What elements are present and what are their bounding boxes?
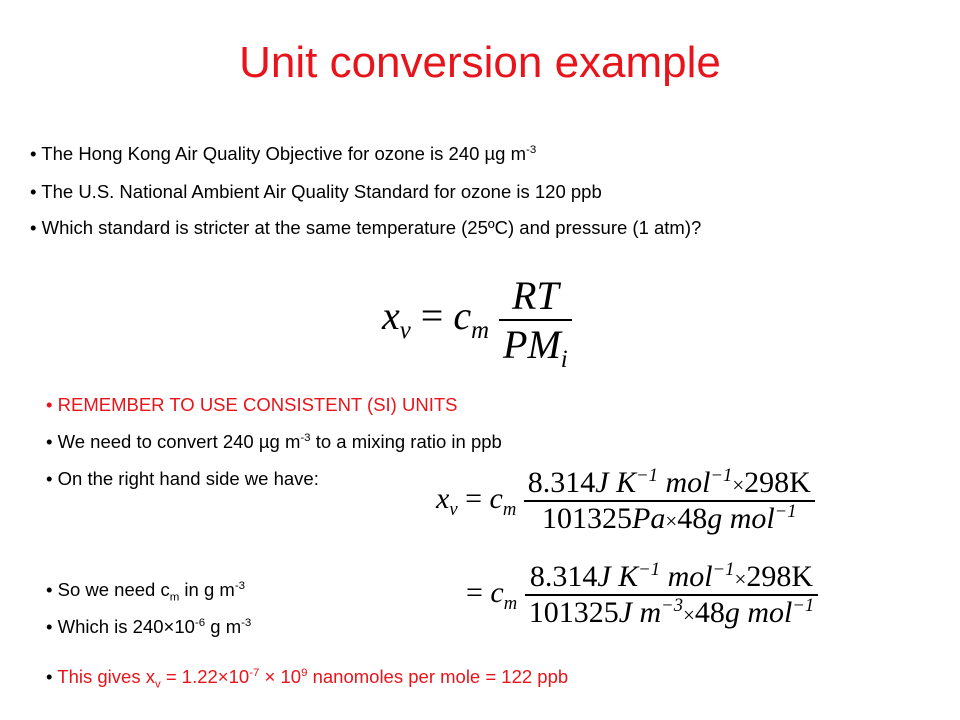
eq-number: 101325	[542, 502, 633, 535]
eq-number: 8.314	[529, 560, 598, 593]
eq-number: 48	[677, 502, 708, 535]
superscript: -3	[241, 616, 252, 629]
eq-numerator	[524, 466, 815, 500]
eq-number: 298K	[746, 560, 813, 593]
eq-subscript: m	[502, 498, 517, 520]
eq-superscript: −1	[712, 559, 735, 580]
eq-times: ×	[734, 567, 747, 591]
eq-denominator	[525, 594, 819, 630]
eq-subscript: v	[399, 317, 411, 345]
superscript: -3	[234, 579, 246, 592]
superscript: -7	[249, 666, 260, 679]
bullet-dot: •	[30, 181, 37, 202]
superscript: 9	[301, 666, 308, 679]
eq-number: 48	[694, 596, 725, 629]
bullet-text: So we need c	[57, 579, 170, 600]
bullet-text: The U.S. National Ambient Air Quality Standard for ozone is 120 ppb	[41, 181, 602, 202]
eq-symbol: PM	[503, 322, 561, 367]
bullet-need-cm	[46, 579, 246, 604]
equation-substitution-si	[466, 560, 818, 630]
eq-unit: Pa	[632, 502, 666, 535]
bullet-text: in g m	[179, 579, 235, 600]
eq-number: 101325	[528, 596, 619, 629]
eq-number: 8.314	[527, 466, 596, 499]
bullet-remember	[46, 394, 457, 416]
eq-times: ×	[732, 473, 745, 497]
bullet-text: nanomoles per mole = 122 ppb	[307, 666, 569, 687]
eq-superscript: −1	[638, 559, 661, 580]
eq-equals: =	[420, 293, 444, 339]
eq-fraction	[524, 466, 815, 536]
eq-superscript: −1	[792, 595, 815, 616]
bullet-which-is	[46, 616, 251, 638]
bullet-text: to a mixing ratio in ppb	[310, 431, 502, 452]
bullet-hk-objective	[30, 143, 536, 165]
eq-number: 298K	[744, 466, 811, 499]
eq-denominator	[499, 319, 572, 373]
subscript: m	[169, 591, 180, 604]
bullet-text: We need to convert 240 µg m	[57, 431, 301, 452]
subscript: v	[154, 678, 161, 691]
bullet-right-hand-side	[46, 468, 319, 490]
eq-unit: mol	[660, 560, 713, 593]
eq-equals: =	[465, 481, 483, 515]
eq-subscript: v	[449, 498, 458, 520]
equation-substitution-pa	[436, 466, 815, 536]
eq-unit: mol	[657, 466, 711, 499]
equation-mixing-ratio	[382, 272, 572, 373]
bullet-convert	[46, 431, 502, 453]
eq-symbol: x	[382, 293, 400, 339]
eq-fraction	[499, 272, 572, 373]
eq-unit: g mol	[707, 502, 775, 535]
bullet-text: This gives x	[57, 666, 155, 687]
eq-numerator	[525, 560, 819, 594]
eq-subscript: m	[503, 592, 518, 614]
eq-equals: =	[466, 575, 483, 609]
bullet-dot: •	[30, 217, 37, 238]
eq-superscript: −1	[636, 465, 658, 486]
bullet-dot: •	[46, 666, 53, 687]
bullet-text: The Hong Kong Air Quality Objective for ozone is 240 µg m	[41, 143, 527, 164]
eq-unit: J K	[595, 466, 637, 499]
eq-denominator	[524, 500, 815, 536]
bullet-dot: •	[46, 616, 53, 637]
eq-unit: g mol	[724, 596, 793, 629]
eq-superscript: −1	[710, 465, 733, 486]
eq-fraction	[525, 560, 819, 630]
eq-symbol: c	[453, 293, 472, 339]
eq-unit: J m	[618, 596, 662, 629]
bullet-text: REMEMBER TO USE CONSISTENT (SI) UNITS	[57, 394, 458, 415]
eq-numerator: RT	[512, 273, 559, 318]
bullet-dot: •	[30, 143, 37, 164]
bullet-text: On the right hand side we have:	[57, 468, 319, 489]
bullet-text: g m	[205, 616, 242, 637]
bullet-dot: •	[46, 579, 53, 600]
slide-title: Unit conversion example	[239, 38, 721, 87]
eq-times: ×	[665, 509, 678, 533]
bullet-dot: •	[46, 468, 53, 489]
bullet-text: × 10	[259, 666, 302, 687]
eq-times: ×	[683, 603, 695, 627]
eq-superscript: −3	[661, 595, 684, 616]
bullet-text: Which is 240×10	[57, 616, 195, 637]
superscript: -6	[194, 616, 206, 629]
bullet-text: = 1.22×10	[160, 666, 250, 687]
bullet-us-standard	[30, 181, 602, 203]
bullet-dot: •	[46, 394, 53, 415]
superscript: -3	[300, 431, 311, 444]
bullet-dot: •	[46, 431, 53, 452]
bullet-text: Which standard is stricter at the same temperature (25ºC) and pressure (1 atm)?	[41, 217, 702, 238]
eq-subscript: i	[560, 346, 568, 373]
superscript: -3	[526, 143, 537, 156]
eq-symbol: c	[490, 575, 504, 609]
eq-symbol: c	[489, 481, 503, 515]
eq-superscript: −1	[774, 501, 797, 522]
eq-subscript: m	[471, 317, 490, 345]
eq-symbol: x	[436, 481, 450, 515]
bullet-question	[30, 217, 701, 239]
bullet-result	[46, 666, 569, 691]
eq-unit: J K	[597, 560, 639, 593]
